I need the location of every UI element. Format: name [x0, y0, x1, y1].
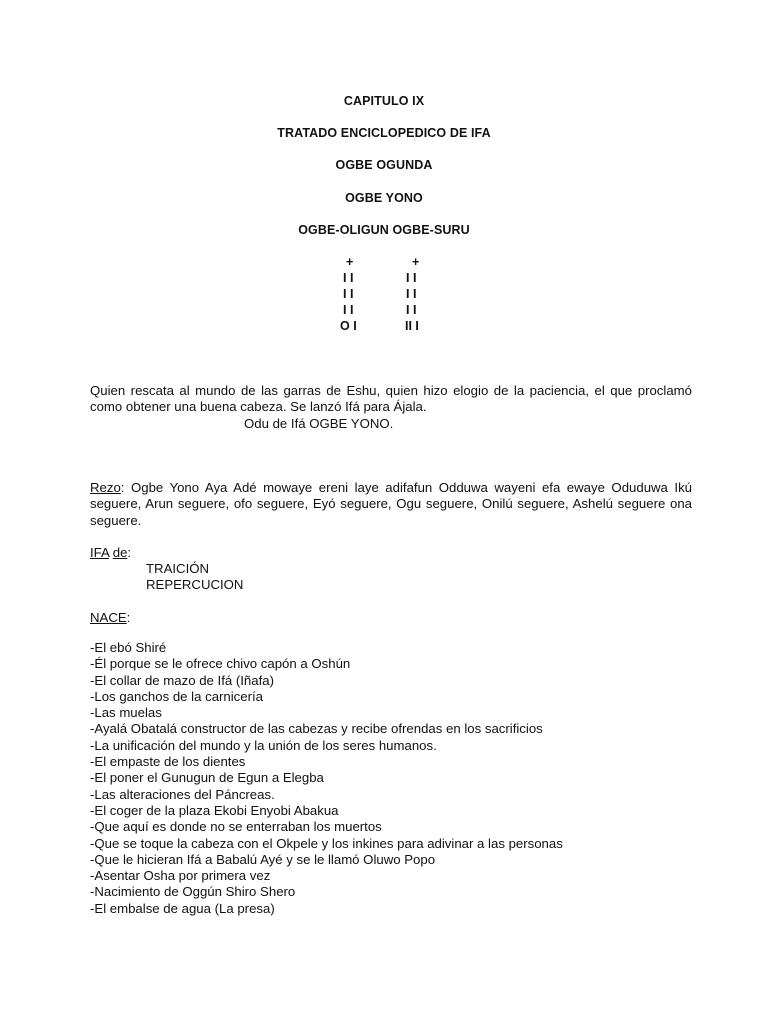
signature-right-row: + — [412, 255, 420, 269]
chapter-heading: CAPITULO IX — [343, 94, 425, 108]
signature-left-row: I I — [343, 303, 354, 317]
signature-left-row: I I — [343, 287, 354, 301]
intro-paragraph: Quien rescata al mundo de las garras de Eshu, quien hizo elogio de la paciencia, el que proclamó como obtener una buena cabeza. Se lanzó Ifá para Ájala. — [90, 383, 692, 415]
list-item: -El poner el Gunugun de Egun a Elegba — [90, 770, 324, 786]
nace-heading — [90, 610, 130, 626]
list-item: -Las muelas — [90, 705, 162, 721]
odu-aliases-heading: OGBE-OLIGUN OGBE-SURU — [298, 223, 470, 237]
list-item: -Nacimiento de Oggún Shiro Shero — [90, 884, 296, 900]
signature-left-row: O I — [340, 319, 357, 333]
rezo-paragraph — [90, 480, 692, 529]
list-item: -El embalse de agua (La presa) — [90, 900, 275, 916]
de-label: de — [112, 545, 128, 560]
odu-line: Odu de Ifá OGBE YONO. — [244, 416, 394, 431]
nace-colon: : — [126, 610, 131, 625]
nace-list — [90, 640, 563, 917]
list-item: -El collar de mazo de Ifá (Iñafa) — [90, 672, 274, 688]
signature-right-row: II I — [405, 319, 419, 333]
signature-left-row: I I — [343, 271, 354, 285]
ifa-de-item: TRAICIÓN — [146, 561, 210, 576]
list-item: -El coger de la plaza Ekobi Enyobi Abakua — [90, 802, 339, 818]
odu-alt-name-heading: OGBE YONO — [345, 191, 423, 205]
list-item: -Que aquí es donde no se enterraban los muertos — [90, 819, 382, 835]
signature-right-row: I I — [406, 287, 417, 301]
list-item: -El ebó Shiré — [90, 640, 167, 655]
signature-right-row: I I — [406, 303, 417, 317]
list-item: -El empaste de los dientes — [90, 754, 246, 770]
signature-left-row: + — [346, 255, 354, 269]
rezo-text: : Ogbe Yono Aya Adé mowaye ereni laye adifafun Odduwa wayeni efa ewaye Oduduwa Ikú seguere, Arun seguere, ofo seguere, Eyó seguere, Ogu seguere, Onilú seguere, Ashelú seguere ona seguere. — [90, 480, 692, 528]
ifa-de-item: REPERCUCION — [146, 577, 244, 592]
ifa-label: IFA — [90, 545, 110, 560]
treatise-heading: TRATADO ENCICLOPEDICO DE IFA — [277, 126, 491, 140]
signature-right-row: I I — [406, 271, 417, 285]
list-item: -Él porque se le ofrece chivo capón a Oshún — [90, 656, 351, 672]
rezo-label: Rezo — [90, 480, 121, 495]
list-item: -Ayalá Obatalá constructor de las cabezas y recibe ofrendas en los sacrificios — [90, 721, 543, 737]
nace-label: NACE — [90, 610, 127, 625]
list-item: -Asentar Osha por primera vez — [90, 868, 271, 884]
list-item: -Las alteraciones del Páncreas. — [90, 786, 275, 802]
odu-name-heading: OGBE OGUNDA — [335, 158, 433, 172]
list-item: -Los ganchos de la carnicería — [90, 688, 264, 704]
list-item: -Que se toque la cabeza con el Okpele y los inkines para adivinar a las personas — [90, 835, 563, 851]
ifa-de-heading — [90, 545, 131, 561]
list-item: -Que le hicieran Ifá a Babalú Ayé y se le llamó Oluwo Popo — [90, 851, 436, 867]
ifa-de-colon: : — [127, 545, 132, 560]
list-item: -La unificación del mundo y la unión de los seres humanos. — [90, 737, 437, 753]
